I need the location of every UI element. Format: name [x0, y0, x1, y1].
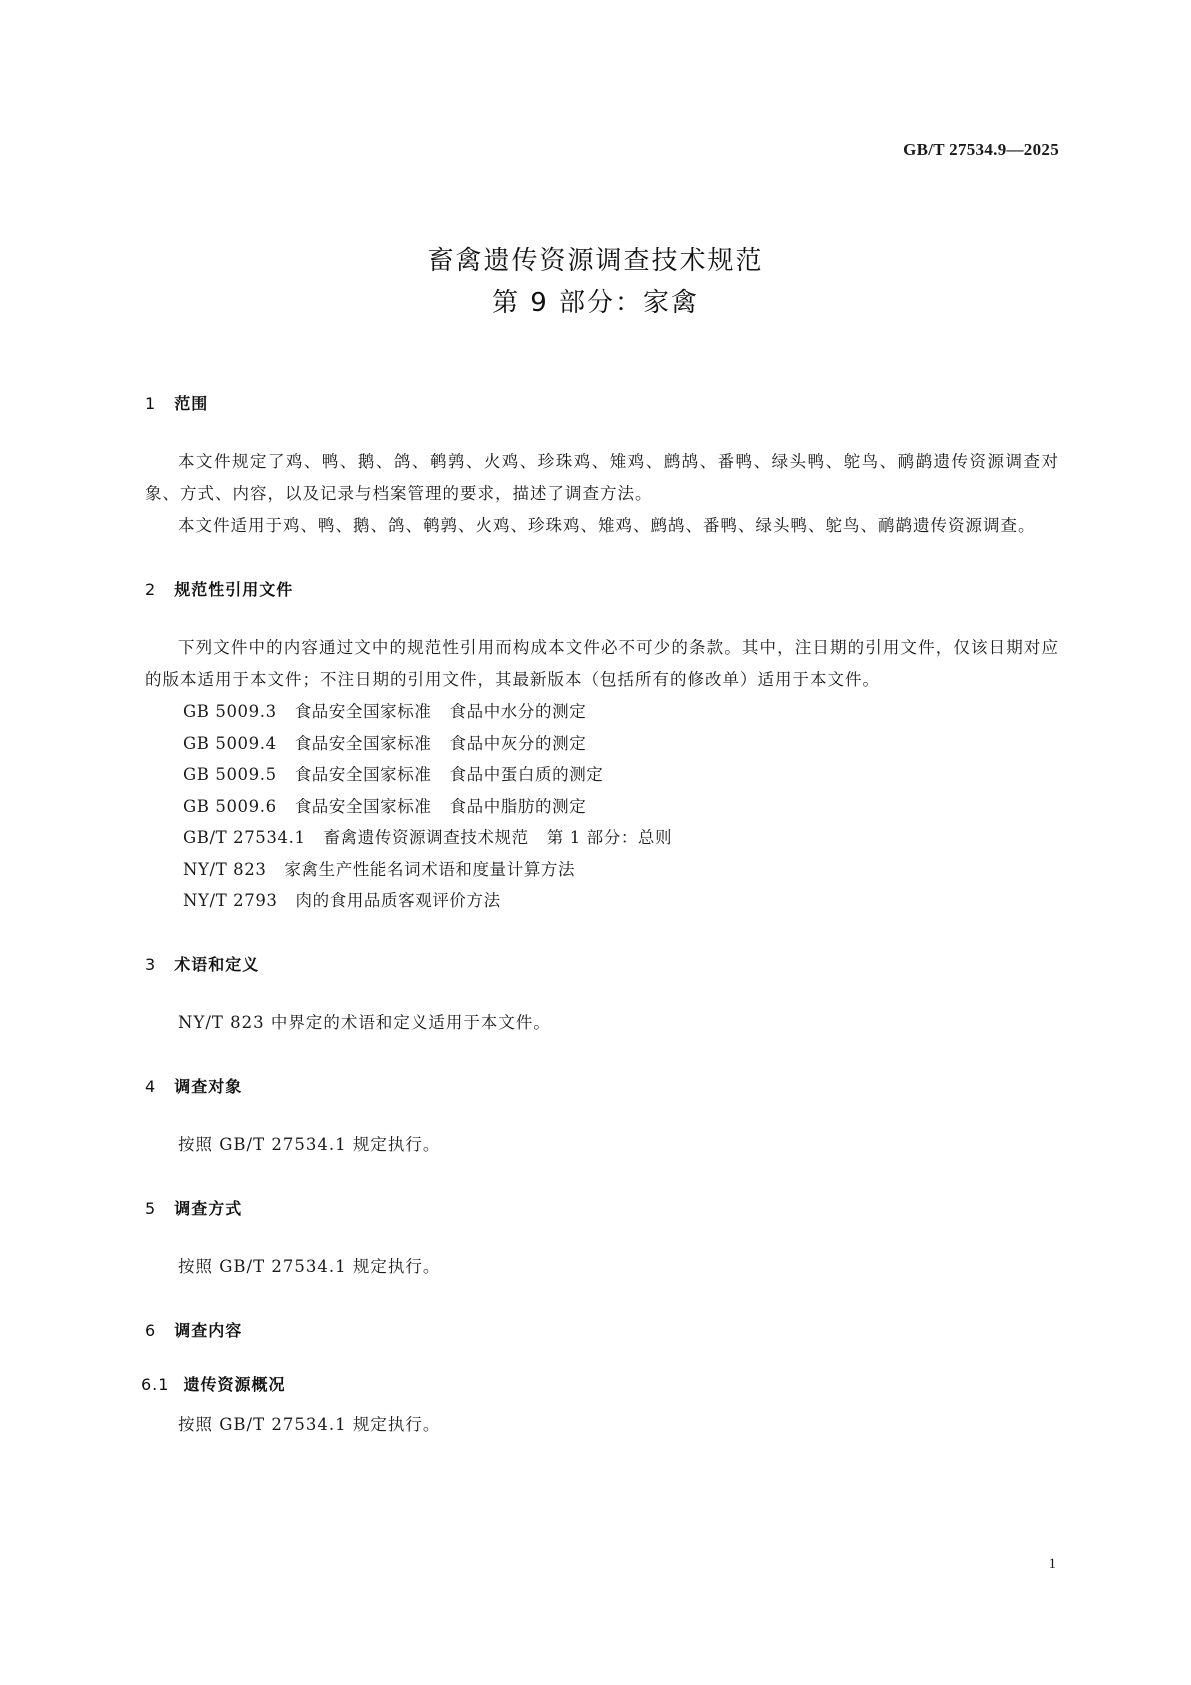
ref-code: GB 5009.4 — [183, 733, 277, 753]
ref-name: 食品安全国家标准 — [294, 702, 432, 721]
section-title: 调查内容 — [174, 1320, 243, 1340]
section-6-heading — [145, 1319, 1059, 1343]
reference-item — [145, 728, 1059, 760]
reference-item — [145, 854, 1059, 886]
title-line-1: 畜禽遗传资源调查技术规范 — [427, 246, 764, 276]
reference-item — [145, 696, 1059, 728]
page-number: 1 — [1048, 1556, 1056, 1572]
section-2-heading — [145, 578, 1059, 602]
ref-code: GB/T 27534.1 — [183, 828, 306, 847]
ref-name: 食品安全国家标准 — [294, 733, 432, 753]
ref-name: 食品安全国家标准 — [294, 796, 432, 816]
document-body — [141, 392, 1059, 1441]
standard-code: GB/T 27534.9—2025 — [903, 140, 1059, 159]
document-title — [0, 240, 1191, 324]
paragraph: 按照 GB/T 27534.1 规定执行。 — [178, 1134, 441, 1154]
section-number: 5 — [145, 1198, 157, 1218]
paragraph: 下列文件中的内容通过文中的规范性引用而构成本文件必不可少的条款。其中，注日期的引用文件，仅该日期对应的版本适用于本文件；不注日期的引用文件，其最新版本（包括所有的修改单）适用于本文件。 — [145, 638, 1059, 689]
paragraph: 本文件适用于鸡、鸭、鹅、鸽、鹌鹑、火鸡、珍珠鸡、雉鸡、鹧鸪、番鸭、绿头鸭、鸵鸟、鸸鹋遗传资源调查。 — [178, 516, 1036, 535]
paragraph: 按照 GB/T 27534.1 规定执行。 — [178, 1414, 441, 1434]
ref-code: GB 5009.6 — [183, 796, 277, 816]
ref-code: NY/T 2793 — [183, 891, 278, 910]
ref-subtitle: 食品中水分的测定 — [449, 702, 587, 721]
section-title: 范围 — [174, 394, 209, 413]
section-3-heading — [145, 953, 1059, 977]
ref-code: GB 5009.3 — [183, 702, 277, 721]
reference-item — [145, 822, 1059, 854]
section-number: 4 — [145, 1076, 157, 1096]
reference-list — [145, 696, 1059, 917]
section-title: 调查对象 — [174, 1076, 243, 1096]
ref-subtitle: 第 1 部分：总则 — [546, 828, 673, 847]
reference-item — [145, 885, 1059, 917]
subsection-number: 6.1 — [141, 1374, 170, 1394]
ref-name: 畜禽遗传资源调查技术规范 — [323, 828, 529, 847]
subsection-6-1-heading — [141, 1373, 1059, 1397]
ref-subtitle: 食品中蛋白质的测定 — [449, 765, 604, 784]
reference-item — [145, 791, 1059, 823]
section-title: 规范性引用文件 — [174, 580, 294, 599]
subsection-title: 遗传资源概况 — [183, 1374, 286, 1394]
ref-subtitle: 食品中脂肪的测定 — [449, 796, 587, 816]
reference-item — [145, 759, 1059, 791]
ref-name: 食品安全国家标准 — [294, 765, 432, 784]
section-number: 1 — [145, 394, 157, 413]
ref-code: NY/T 823 — [183, 859, 267, 879]
section-number: 2 — [145, 580, 157, 599]
paragraph: NY/T 823 中界定的术语和定义适用于本文件。 — [178, 1012, 551, 1032]
paragraph: 本文件规定了鸡、鸭、鹅、鸽、鹌鹑、火鸡、珍珠鸡、雉鸡、鹧鸪、番鸭、绿头鸭、鸵鸟、鸸鹋遗传资源调查对象、方式、内容，以及记录与档案管理的要求，描述了调查方法。 — [145, 452, 1059, 503]
ref-name: 肉的食用品质客观评价方法 — [295, 891, 501, 910]
title-line-2: 第 9 部分：家禽 — [491, 288, 700, 318]
section-4-heading — [145, 1075, 1059, 1099]
section-number: 3 — [145, 954, 157, 974]
ref-code: GB 5009.5 — [183, 765, 277, 784]
section-title: 调查方式 — [174, 1198, 243, 1218]
paragraph: 按照 GB/T 27534.1 规定执行。 — [178, 1256, 441, 1276]
section-number: 6 — [145, 1320, 157, 1340]
section-1-heading — [145, 392, 1059, 416]
section-5-heading — [145, 1197, 1059, 1221]
ref-name: 家禽生产性能名词术语和度量计算方法 — [284, 859, 576, 879]
section-title: 术语和定义 — [174, 954, 260, 974]
ref-subtitle: 食品中灰分的测定 — [449, 733, 587, 753]
